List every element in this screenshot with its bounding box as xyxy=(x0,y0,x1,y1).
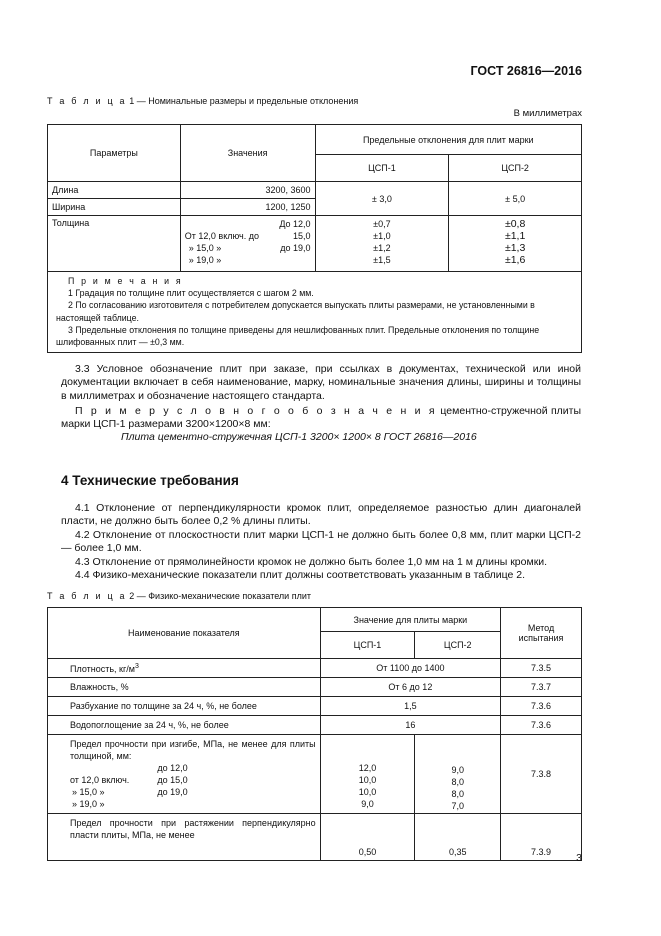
table2-head-method: Метод испытания xyxy=(501,608,582,659)
table2-absorption-name: Водопоглощение за 24 ч, %, не более xyxy=(48,716,321,735)
table2-density-value: От 1100 до 1400 xyxy=(320,659,500,678)
table2-bending-values-grade2: 9,0 8,0 8,0 7,0 xyxy=(415,735,501,814)
document-header: ГОСТ 26816—2016 xyxy=(470,64,582,78)
designation-example: П р и м е р у с л о в н о г о о б о з н а ч е н и я цементно-стружечной плиты марки ЦСП-1 размерами 3200×1200×8 мм: xyxy=(61,405,581,431)
paragraph-4-3: 4.3 Отклонение от прямолинейности кромок не должно быть более 1,0 мм на 1 м длины кромки. xyxy=(75,555,548,568)
table2-caption: Т а б л и ц а 2 — Физико-механические показатели плит xyxy=(47,591,311,601)
paragraph-4-1: 4.1 Отклонение от перпендикулярности кромок плит, определяемое разностью длин диагоналей пласти, не должно быть более 0,2 % длины плиты. xyxy=(61,502,581,528)
paragraph-3-3: 3.3 Условное обозначение плит при заказе, при ссылках в документах, технической или иной документации включает в себя наименование, марку, номинальные значения длины, ширины и толщины в миллиметрах и обозначение настоящего стандарта. xyxy=(61,363,581,402)
table1-head-params: Параметры xyxy=(48,125,181,182)
table2-absorption-method: 7.3.6 xyxy=(501,716,582,735)
table2-bending-method: 7.3.8 xyxy=(501,735,582,814)
table1-head-values: Значения xyxy=(180,125,315,182)
notes-heading: П р и м е ч а н и я xyxy=(68,276,183,286)
table2-moisture-value: От 6 до 12 xyxy=(320,678,500,697)
bending-range-line: » 15,0 » до 19,0 xyxy=(72,787,188,797)
table2-tensile-grade1: 0,50 xyxy=(320,814,415,861)
table1-row-width-name: Ширина xyxy=(48,199,181,216)
table2-moisture-method: 7.3.7 xyxy=(501,678,582,697)
table1-row-thickness-values xyxy=(180,216,315,272)
table2-head-name: Наименование показателя xyxy=(48,608,321,659)
table2-head-value: Значение для плиты марки xyxy=(320,608,500,632)
table2-absorption-value: 16 xyxy=(320,716,500,735)
section-4-heading: 4 Технические требования xyxy=(61,473,239,488)
table1-row-length-name: Длина xyxy=(48,182,181,199)
table1-len-width-dev1: ± 3,0 xyxy=(315,182,449,216)
thickness-range-line: До 12,0 xyxy=(279,219,311,229)
paragraph-4-2: 4.2 Отклонение от плоскостности плит марки ЦСП-1 не должно быть более 0,8 мм, плит марки ЦСП-2 — более 1,0 мм. xyxy=(61,528,581,555)
table1-head-deviations: Предельные отклонения для плит марки xyxy=(315,125,581,155)
table2-density-name: Плотность, $кг/м^3$ xyxy=(48,659,321,678)
table2-tensile-name: Предел прочности при растяжении перпендикулярно пласти плиты, МПа, не менее xyxy=(48,814,321,861)
table2-swelling-name: Разбухание по толщине за 24 ч, %, не более xyxy=(48,697,321,716)
table1 xyxy=(47,124,582,353)
table2-bending-values-grade1: 12,0 10,0 10,0 9,0 xyxy=(320,735,415,814)
table2-moisture-name: Влажность, % xyxy=(48,678,321,697)
table2-head-grade1: ЦСП-1 xyxy=(320,632,415,659)
table2-density-method: 7.3.5 xyxy=(501,659,582,678)
note-1: 1 Градация по толщине плит осуществляется с шагом 2 мм. xyxy=(68,288,314,299)
table2-swelling-method: 7.3.6 xyxy=(501,697,582,716)
note-3: 3 Предельные отклонения по толщине приведены для нешлифованных плит. Предельные отклонения по толщине шлифованных плит — ±0,3 мм. xyxy=(56,324,540,348)
table1-head-grade2: ЦСП-2 xyxy=(449,155,582,182)
paragraph-4-4: 4.4 Физико-механические показатели плит должны соответствовать указанным в таблице 2. xyxy=(75,569,526,582)
page-number: 3 xyxy=(576,852,582,864)
table2-bending-name: Предел прочности при изгибе, МПа, не менее для плиты толщиной, мм: до 12,0 от 12,0 включ. до 15,0 » 15,0 » до 19,0 » 19,0 » xyxy=(48,735,321,814)
table2-head-grade2: ЦСП-2 xyxy=(415,632,501,659)
table1-units: В миллиметрах xyxy=(513,108,582,119)
table1-notes xyxy=(48,272,582,353)
thickness-range-line: От 12,0 включ. до 15,0 xyxy=(184,231,311,241)
bending-range-line: » 19,0 » xyxy=(72,799,105,809)
table1-row-thickness-dev2: ±0,8 ±1,1 ±1,3 ±1,6 xyxy=(449,216,582,272)
table2 xyxy=(47,607,582,861)
table1-caption: Т а б л и ц а 1 — Номинальные размеры и предельные отклонения xyxy=(47,96,359,106)
table1-row-width-value: 1200, 1250 xyxy=(180,199,315,216)
note-2: 2 По согласованию изготовителя с потребителем допускается выпускать плиты размерами, не установленными в настоящей таблице. xyxy=(56,300,535,323)
table2-swelling-value: 1,5 xyxy=(320,697,500,716)
table1-len-width-dev2: ± 5,0 xyxy=(449,182,582,216)
table1-row-thickness-dev1: ±0,7 ±1,0 ±1,2 ±1,5 xyxy=(315,216,449,272)
table1-row-length-value: 3200, 3600 xyxy=(180,182,315,199)
thickness-range-line: » 15,0 » до 19,0 xyxy=(188,243,311,253)
table1-head-grade1: ЦСП-1 xyxy=(315,155,449,182)
table1-row-thickness-name: Толщина xyxy=(48,216,181,272)
table2-tensile-grade2: 0,35 xyxy=(415,814,501,861)
table2-tensile-method: 7.3.9 xyxy=(501,814,582,861)
designation-example-text: Плита цементно-стружечная ЦСП-1 3200× 1200× 8 ГОСТ 26816—2016 xyxy=(121,431,477,443)
bending-range-line: до 12,0 xyxy=(157,763,188,773)
section-4-paragraphs xyxy=(61,502,581,582)
thickness-range-line: » 19,0 » xyxy=(188,255,222,265)
bending-range-line: от 12,0 включ. до 15,0 xyxy=(70,775,188,785)
